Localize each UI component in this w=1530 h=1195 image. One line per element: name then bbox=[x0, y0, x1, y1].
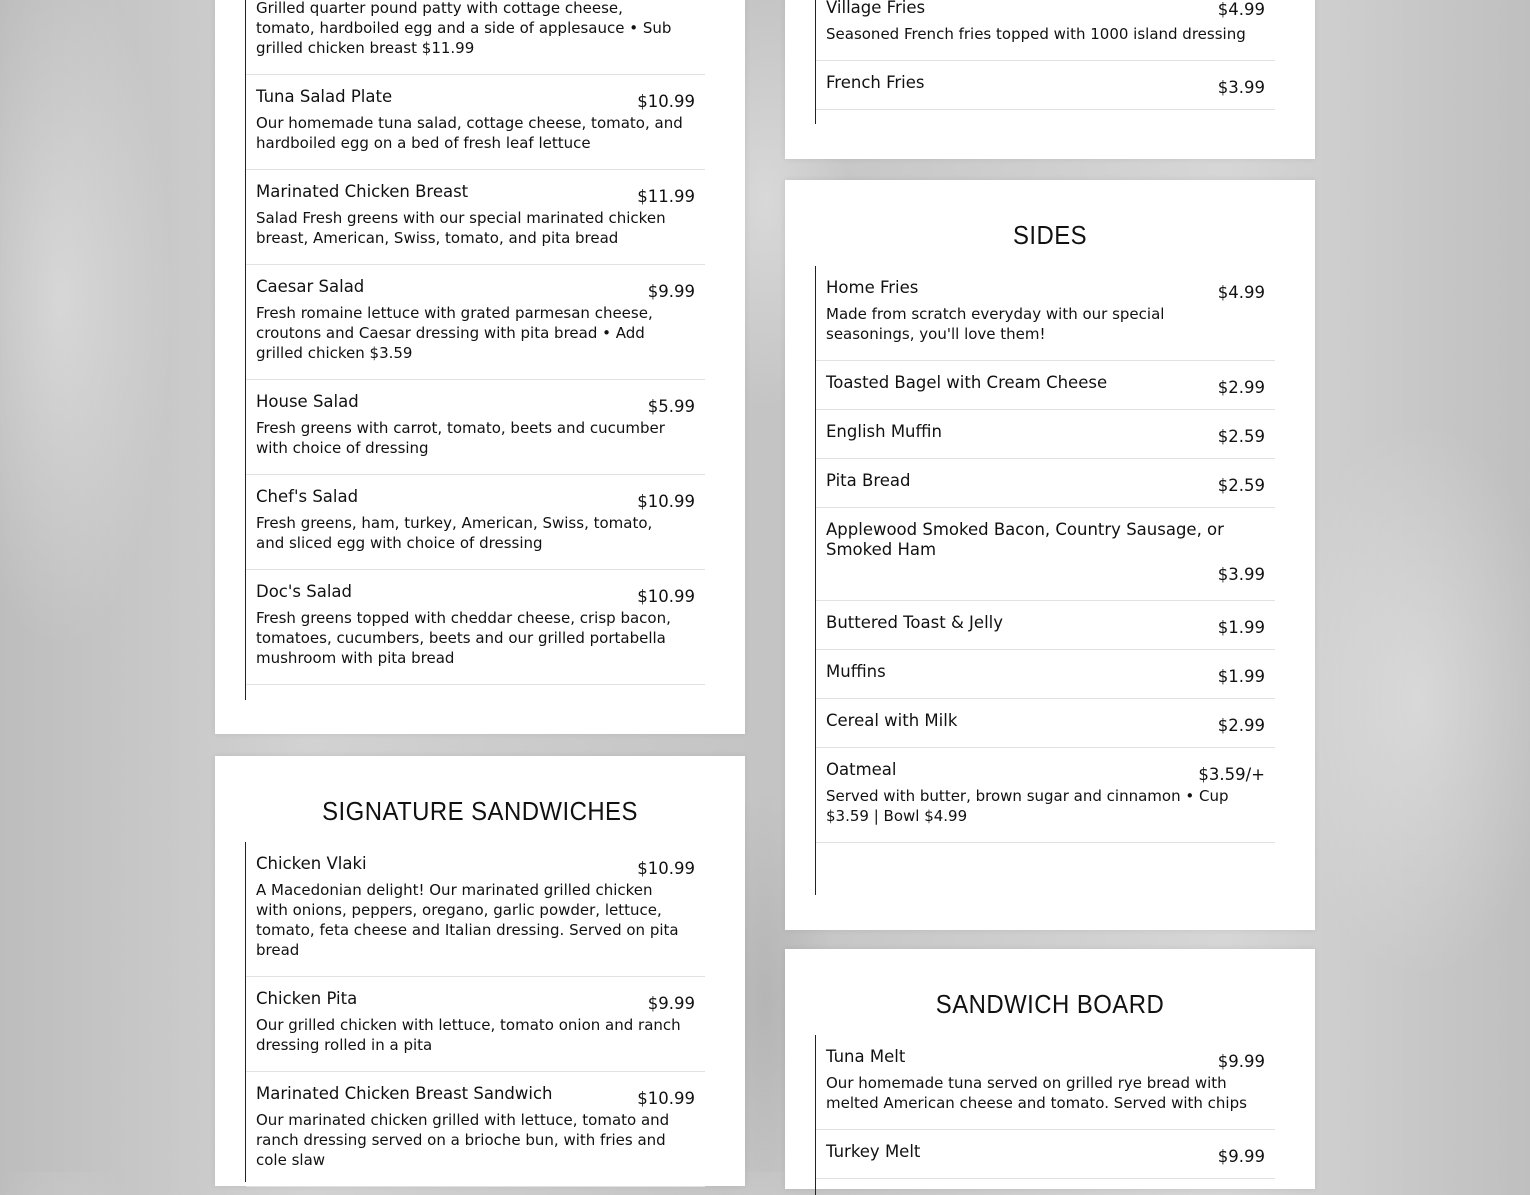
item-name: Tuna Melt bbox=[826, 1047, 906, 1066]
item-price: $4.99 bbox=[1217, 283, 1265, 302]
salads-card bbox=[215, 0, 745, 734]
menu-item bbox=[816, 361, 1275, 410]
item-name: Tuna Salad Plate bbox=[256, 87, 393, 106]
item-name: Toasted Bagel with Cream Cheese bbox=[826, 373, 1108, 392]
item-price: $5.99 bbox=[647, 397, 695, 416]
menu-item bbox=[246, 570, 705, 685]
item-price: $2.99 bbox=[1217, 716, 1265, 735]
item-description: Fresh romaine lettuce with grated parmesan cheese, croutons and Caesar dressing with pita bread • Add grilled chicken $3.59 bbox=[256, 304, 653, 362]
menu-item bbox=[816, 508, 1275, 601]
item-price: $11.99 bbox=[637, 187, 695, 206]
section-title: SIDES bbox=[1012, 220, 1088, 250]
item-description: A Macedonian delight! Our marinated grilled chicken with onions, peppers, oregano, garlic powder, lettuce, tomato, feta cheese and Italian dressing. Served on pita bread bbox=[256, 881, 679, 959]
item-price: $4.99 bbox=[1217, 0, 1265, 19]
item-price: $3.59/+ bbox=[1198, 765, 1265, 784]
item-price: $1.99 bbox=[1217, 667, 1265, 686]
item-price: $9.99 bbox=[647, 282, 695, 301]
item-price: $9.99 bbox=[1217, 1052, 1265, 1071]
item-name: Pita Bread bbox=[826, 471, 911, 490]
item-price: $2.99 bbox=[1217, 378, 1265, 397]
item-name: Caesar Salad bbox=[256, 277, 365, 296]
menu-item bbox=[246, 75, 705, 170]
item-description: Our homemade tuna salad, cottage cheese, tomato, and hardboiled egg on a bed of fresh leaf lettuce bbox=[256, 114, 683, 152]
item-description: Grilled quarter pound patty with cottage cheese, tomato, hardboiled egg and a side of applesauce • Sub grilled chicken breast $11.99 bbox=[256, 0, 672, 57]
item-description: Our marinated chicken grilled with lettuce, tomato and ranch dressing served on a brioche bun, with fries and cole slaw bbox=[256, 1111, 670, 1169]
menu-item bbox=[816, 0, 1275, 61]
item-name: Chicken Vlaki bbox=[256, 854, 367, 873]
menu-item bbox=[246, 1072, 705, 1187]
item-name: Cereal with Milk bbox=[826, 711, 958, 730]
item-name: Buttered Toast & Jelly bbox=[826, 613, 1004, 632]
item-price: $9.99 bbox=[1217, 1147, 1265, 1166]
signature-sandwiches-card bbox=[215, 756, 745, 1186]
item-description: Fresh greens with carrot, tomato, beets and cucumber with choice of dressing bbox=[256, 419, 665, 457]
item-description: Fresh greens topped with cheddar cheese, crisp bacon, tomatoes, cucumbers, beets and our grilled portabella mushroom with pita bread bbox=[256, 609, 671, 667]
item-description: Our grilled chicken with lettuce, tomato onion and ranch dressing rolled in a pita bbox=[256, 1016, 681, 1054]
menu-item bbox=[246, 380, 705, 475]
item-description: Made from scratch everyday with our special seasonings, you'll love them! bbox=[826, 305, 1165, 343]
menu-item bbox=[816, 748, 1275, 843]
item-name: Marinated Chicken Breast bbox=[256, 182, 469, 201]
fries-card bbox=[785, 0, 1315, 159]
item-price: $1.99 bbox=[1217, 618, 1265, 637]
section-title: SIGNATURE SANDWICHES bbox=[322, 796, 638, 826]
item-description: Served with butter, brown sugar and cinnamon • Cup $3.59 | Bowl $4.99 bbox=[826, 787, 1229, 825]
section-title: SANDWICH BOARD bbox=[935, 989, 1165, 1019]
menu-item bbox=[816, 266, 1275, 361]
menu-item bbox=[246, 842, 705, 977]
item-name: Chef's Salad bbox=[256, 487, 359, 506]
menu-item bbox=[816, 601, 1275, 650]
menu-item bbox=[816, 1035, 1275, 1130]
sides-card bbox=[785, 180, 1315, 930]
item-price: $9.99 bbox=[647, 994, 695, 1013]
item-description: Our homemade tuna served on grilled rye bread with melted American cheese and tomato. Served with chips bbox=[826, 1074, 1247, 1112]
item-name: French Fries bbox=[826, 73, 925, 92]
item-price: $10.99 bbox=[637, 859, 695, 878]
item-price: $10.99 bbox=[637, 587, 695, 606]
item-name: House Salad bbox=[256, 392, 359, 411]
item-name: Turkey Melt bbox=[826, 1142, 921, 1161]
menu-item bbox=[246, 265, 705, 380]
salads-items bbox=[245, 0, 705, 700]
item-name: Doc's Salad bbox=[256, 582, 353, 601]
item-price: $2.59 bbox=[1217, 476, 1265, 495]
item-description: Fresh greens, ham, turkey, American, Swiss, tomato, and sliced egg with choice of dressing bbox=[256, 514, 653, 552]
item-name: Marinated Chicken Breast Sandwich bbox=[256, 1084, 553, 1103]
item-price: $10.99 bbox=[637, 92, 695, 111]
sandwich-board-card bbox=[785, 949, 1315, 1189]
menu-item bbox=[816, 650, 1275, 699]
item-name: Chicken Pita bbox=[256, 989, 358, 1008]
item-name: Home Fries bbox=[826, 278, 919, 297]
menu-item bbox=[816, 410, 1275, 459]
menu-item bbox=[246, 0, 705, 75]
item-description: Salad Fresh greens with our special marinated chicken breast, American, Swiss, tomato, and pita bread bbox=[256, 209, 666, 247]
item-name: Muffins bbox=[826, 662, 886, 681]
menu-item bbox=[246, 170, 705, 265]
menu-item bbox=[246, 977, 705, 1072]
menu-item bbox=[816, 459, 1275, 508]
signature-sandwiches-items bbox=[245, 842, 705, 1182]
item-name: Village Fries bbox=[826, 0, 926, 17]
fries-items bbox=[815, 0, 1275, 124]
item-price: $10.99 bbox=[637, 1089, 695, 1108]
item-name: English Muffin bbox=[826, 422, 942, 441]
sandwich-board-items bbox=[815, 1035, 1275, 1195]
item-description: Seasoned French fries topped with 1000 island dressing bbox=[826, 25, 1246, 43]
item-price: $2.59 bbox=[1217, 427, 1265, 446]
item-name: Applewood Smoked Bacon, Country Sausage, or Smoked Ham bbox=[826, 520, 1224, 559]
item-name: Oatmeal bbox=[826, 760, 897, 779]
item-price: $3.99 bbox=[1217, 78, 1265, 97]
menu-item bbox=[816, 699, 1275, 748]
menu-item bbox=[816, 61, 1275, 110]
sides-items bbox=[815, 266, 1275, 895]
item-price: $10.99 bbox=[637, 492, 695, 511]
item-price: $3.99 bbox=[1217, 565, 1265, 584]
menu-item bbox=[246, 475, 705, 570]
